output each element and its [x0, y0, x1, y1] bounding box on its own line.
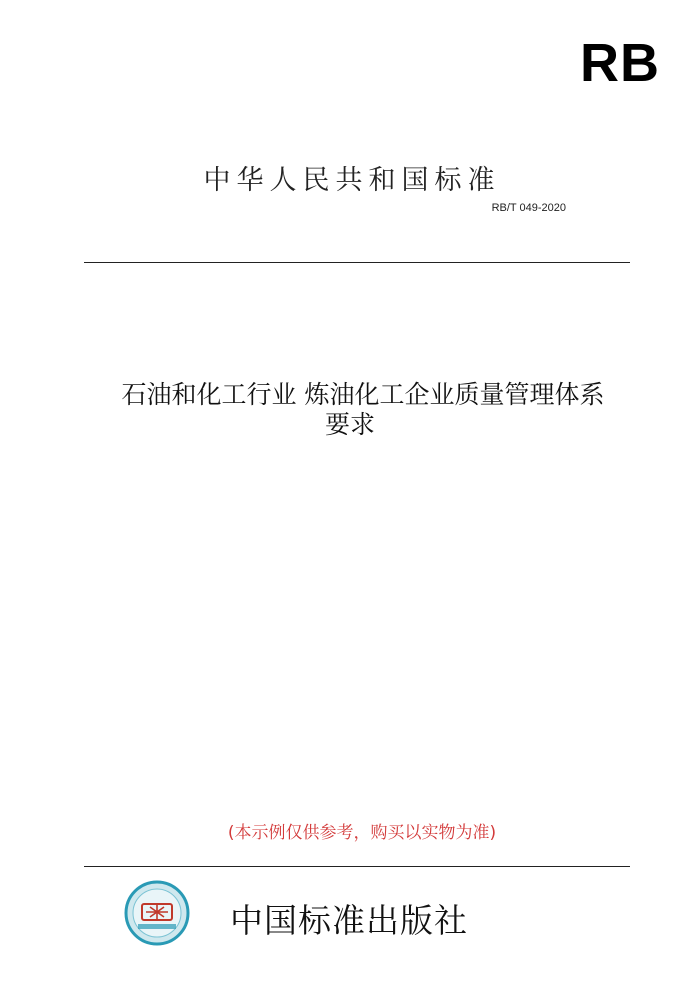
standard-type-heading: 中华人民共和国标准 — [203, 165, 501, 196]
publisher-seal-icon — [124, 880, 190, 946]
document-title — [0, 380, 700, 440]
bottom-divider — [84, 866, 630, 867]
document-title-line-2: 要求 — [324, 410, 375, 439]
top-divider — [84, 262, 630, 263]
document-title-line-1: 石油和化工行业 炼油化工企业质量管理体系 — [121, 380, 605, 409]
standard-number: RB/T 049-2020 — [491, 202, 566, 214]
sample-notice: (本示例仅供参考，购买以实物为准) — [227, 823, 497, 843]
standard-code-mark: RB — [580, 33, 660, 93]
publisher-name: 中国标准出版社 — [230, 901, 468, 940]
